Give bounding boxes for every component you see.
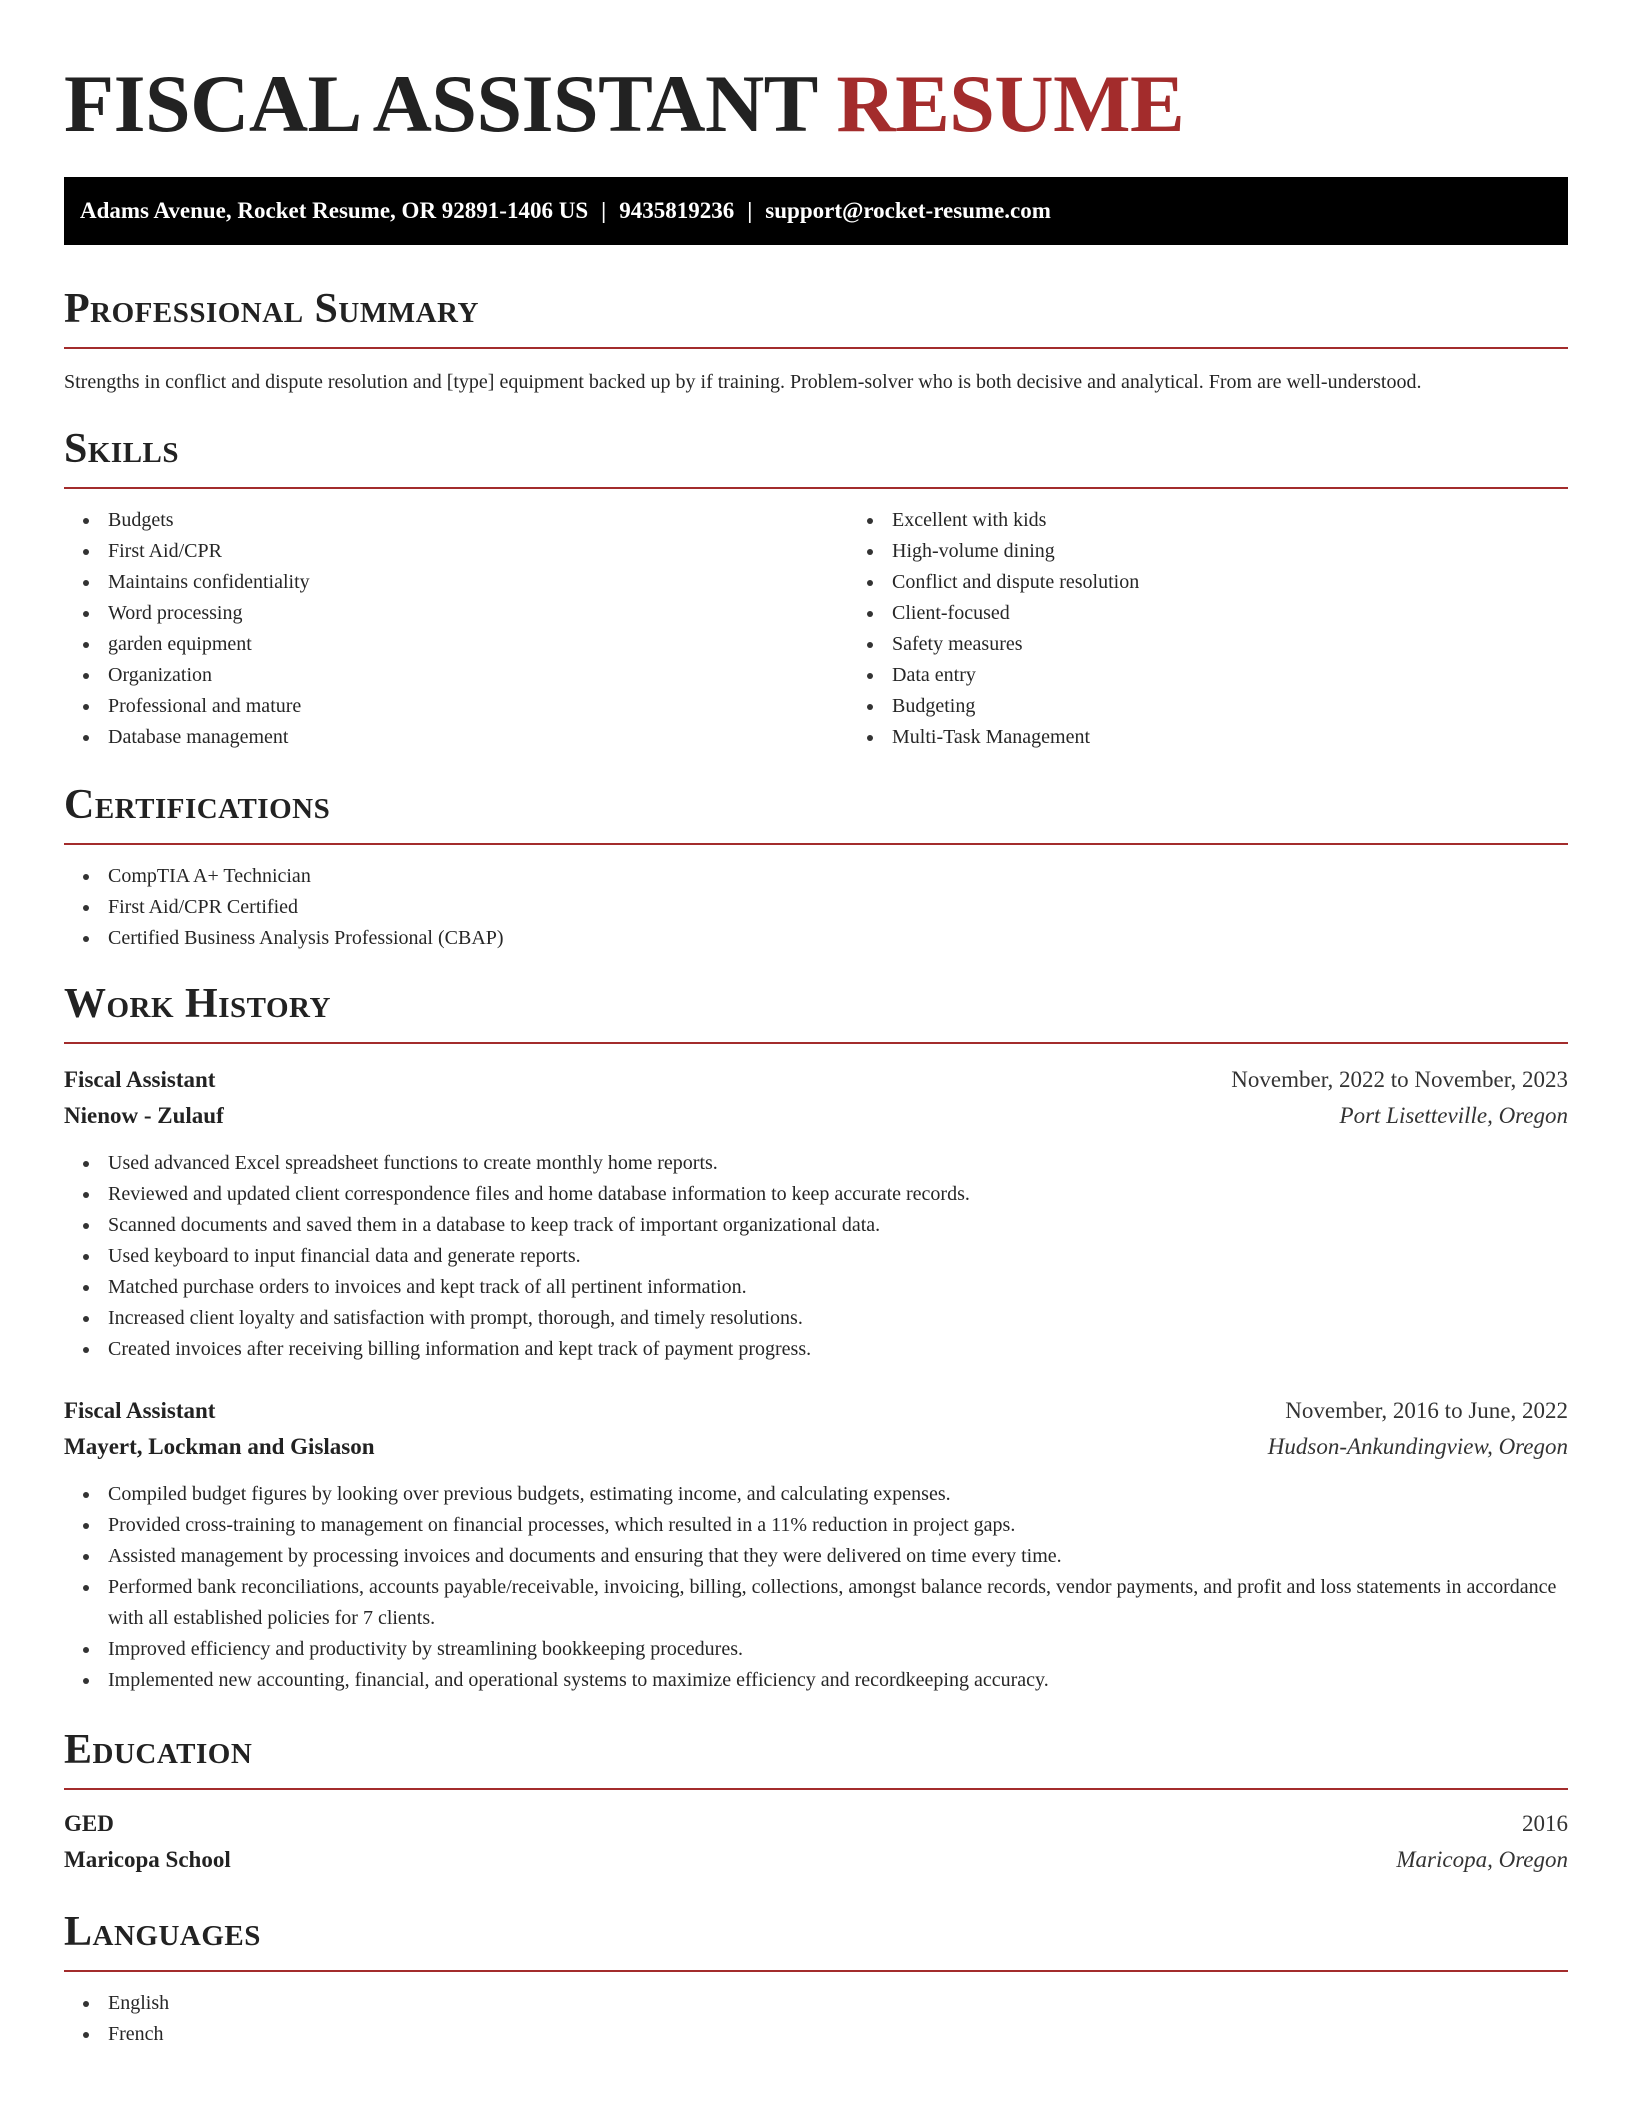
contact-separator: | xyxy=(747,198,753,223)
job-bullet: Used advanced Excel spreadsheet functions to create monthly home reports. xyxy=(108,1148,1568,1179)
contact-address: Adams Avenue, Rocket Resume, OR 92891-1406 US xyxy=(80,198,589,223)
section-heading-languages: Languages xyxy=(64,1909,261,1955)
section-heading-summary: Professional Summary xyxy=(64,286,479,332)
skill-item: First Aid/CPR xyxy=(108,536,848,567)
languages-section xyxy=(64,1906,1568,2050)
education-school-row xyxy=(64,1842,1568,1878)
contact-separator: | xyxy=(601,198,607,223)
job-bullet: Performed bank reconciliations, accounts payable/receivable, invoicing, billing, collections, amongst balance records, vendor payments, and profit and loss statements in accordance with all established policies for 7 clients. xyxy=(108,1572,1568,1634)
resume-title xyxy=(64,50,1568,158)
job-dates: November, 2022 to November, 2023 xyxy=(1231,1067,1568,1092)
section-divider xyxy=(64,843,1568,845)
skills-list-right xyxy=(848,505,1632,753)
education-school: Maricopa School xyxy=(64,1847,231,1872)
job-bullet: Scanned documents and saved them in a database to keep track of important organizational data. xyxy=(108,1210,1568,1241)
section-divider xyxy=(64,347,1568,349)
job-bullet: Compiled budget figures by looking over previous budgets, estimating income, and calculating expenses. xyxy=(108,1479,1568,1510)
section-divider xyxy=(64,1788,1568,1790)
job-company-row xyxy=(64,1098,1568,1134)
job-header-row xyxy=(64,1393,1568,1429)
skill-item: garden equipment xyxy=(108,629,848,660)
job-dates: November, 2016 to June, 2022 xyxy=(1285,1398,1568,1423)
job-title: Fiscal Assistant xyxy=(64,1398,216,1423)
job-bullet: Increased client loyalty and satisfaction with prompt, thorough, and timely resolutions. xyxy=(108,1303,1568,1334)
language-item: English xyxy=(108,1988,1568,2019)
skill-item: Organization xyxy=(108,660,848,691)
job-entry xyxy=(64,1062,1568,1365)
skill-item: Conflict and dispute resolution xyxy=(892,567,1632,598)
skill-item: Professional and mature xyxy=(108,691,848,722)
skill-item: Budgeting xyxy=(892,691,1632,722)
skills-section xyxy=(64,423,1568,753)
certification-item: First Aid/CPR Certified xyxy=(108,892,1568,923)
section-heading-skills: Skills xyxy=(64,426,180,472)
certifications-section xyxy=(64,779,1568,954)
skill-item: Safety measures xyxy=(892,629,1632,660)
certifications-list xyxy=(64,861,1568,954)
professional-summary-section xyxy=(64,283,1568,397)
job-bullet: Improved efficiency and productivity by streamlining bookkeeping procedures. xyxy=(108,1634,1568,1665)
skill-item: Database management xyxy=(108,722,848,753)
section-heading-certifications: Certifications xyxy=(64,782,331,828)
title-accent: RESUME xyxy=(836,58,1185,149)
contact-bar xyxy=(64,177,1568,245)
job-company: Mayert, Lockman and Gislason xyxy=(64,1434,375,1459)
skills-grid xyxy=(64,489,1568,753)
language-item: French xyxy=(108,2019,1568,2050)
section-divider xyxy=(64,1042,1568,1044)
skill-item: Client-focused xyxy=(892,598,1632,629)
job-bullet: Matched purchase orders to invoices and kept track of all pertinent information. xyxy=(108,1272,1568,1303)
section-heading-education: Education xyxy=(64,1727,253,1773)
education-header-row xyxy=(64,1806,1568,1842)
section-heading-work-history: Work History xyxy=(64,981,331,1027)
job-bullet: Assisted management by processing invoices and documents and ensuring that they were delivered on time every time. xyxy=(108,1541,1568,1572)
job-bullet: Used keyboard to input financial data and generate reports. xyxy=(108,1241,1568,1272)
certification-item: CompTIA A+ Technician xyxy=(108,861,1568,892)
certification-item: Certified Business Analysis Professional (CBAP) xyxy=(108,923,1568,954)
education-section xyxy=(64,1724,1568,1878)
title-main: FISCAL ASSISTANT xyxy=(64,58,817,149)
job-bullet: Implemented new accounting, financial, and operational systems to maximize efficiency and recordkeeping accuracy. xyxy=(108,1665,1568,1696)
contact-phone: 9435819236 xyxy=(619,198,735,223)
summary-text: Strengths in conflict and dispute resolution and [type] equipment backed up by if training. Problem-solver who is both decisive and analytical. From are well-understood. xyxy=(64,371,1422,393)
job-entry xyxy=(64,1393,1568,1696)
skill-item: High-volume dining xyxy=(892,536,1632,567)
education-year: 2016 xyxy=(1522,1811,1568,1836)
skill-item: Excellent with kids xyxy=(892,505,1632,536)
job-bullet: Reviewed and updated client correspondence files and home database information to keep accurate records. xyxy=(108,1179,1568,1210)
education-location: Maricopa, Oregon xyxy=(1396,1847,1568,1872)
job-bullet: Created invoices after receiving billing information and kept track of payment progress. xyxy=(108,1334,1568,1365)
skill-item: Data entry xyxy=(892,660,1632,691)
skill-item: Budgets xyxy=(108,505,848,536)
skill-item: Multi-Task Management xyxy=(892,722,1632,753)
job-location: Hudson-Ankundingview, Oregon xyxy=(1267,1434,1568,1459)
contact-email: support@rocket-resume.com xyxy=(765,198,1051,223)
job-company-row xyxy=(64,1429,1568,1465)
skill-item: Word processing xyxy=(108,598,848,629)
job-bullets xyxy=(64,1479,1568,1696)
job-location: Port Lisetteville, Oregon xyxy=(1339,1103,1568,1128)
skills-list-left xyxy=(64,505,848,753)
skill-item: Maintains confidentiality xyxy=(108,567,848,598)
job-header-row xyxy=(64,1062,1568,1098)
section-divider xyxy=(64,1970,1568,1972)
education-entry xyxy=(64,1806,1568,1878)
job-bullet: Provided cross-training to management on financial processes, which resulted in a 11% reduction in project gaps. xyxy=(108,1510,1568,1541)
job-title: Fiscal Assistant xyxy=(64,1067,216,1092)
education-degree: GED xyxy=(64,1811,114,1836)
job-bullets xyxy=(64,1148,1568,1365)
work-history-section xyxy=(64,978,1568,1696)
job-company: Nienow - Zulauf xyxy=(64,1103,224,1128)
languages-list xyxy=(64,1988,1568,2050)
